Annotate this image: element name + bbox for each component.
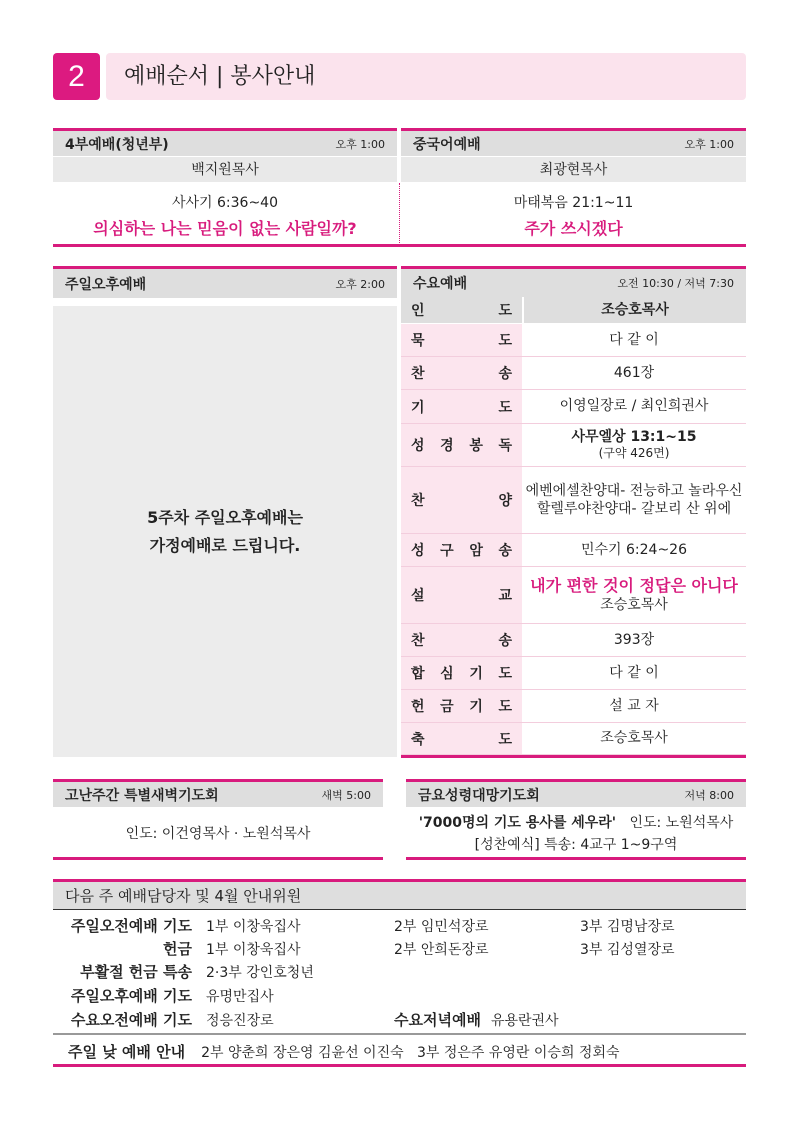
label-char: 성 <box>411 543 425 559</box>
section-title: 다음 주 예배담당자 및 4월 안내위원 <box>65 887 302 905</box>
label-char: 송 <box>498 543 512 559</box>
value-main: 다 같 이 <box>609 664 659 681</box>
service-name: 고난주간 특별새벽기도회 <box>65 787 219 804</box>
order-value <box>522 690 746 722</box>
label-char: 기 <box>469 699 483 715</box>
assignee: 3부 김명남장로 <box>580 918 675 935</box>
order-value <box>522 297 746 323</box>
assignee: 2부 안희돈장로 <box>394 941 489 958</box>
service-name: 4부예배(청년부) <box>65 136 169 153</box>
theme: '7000명의 기도 용사를 세우라' <box>418 815 617 831</box>
youth-service <box>53 128 397 239</box>
label-char: 축 <box>411 731 425 748</box>
order-row <box>401 324 746 357</box>
assignment-label: 부활절 헌금 특송 <box>80 963 192 981</box>
value-main: 사무엘상 13:1~15 <box>571 429 697 446</box>
order-value <box>522 534 746 566</box>
divider <box>53 1064 746 1067</box>
leader: 인도: 노원석목사 <box>629 815 734 831</box>
label-char: 찬 <box>411 493 425 509</box>
label-char: 봉 <box>469 438 483 454</box>
section-number: 2 <box>53 53 100 100</box>
divider <box>53 244 746 247</box>
order-value <box>522 723 746 754</box>
preacher: 최광현목사 <box>401 156 746 182</box>
notice-line: 가정예배로 드립니다. <box>149 535 301 555</box>
service-name: 금요성령대망기도회 <box>418 787 540 804</box>
label-char: 설 <box>411 588 425 604</box>
label-char: 교 <box>498 588 512 604</box>
assignment-row <box>68 961 394 982</box>
wednesday-service <box>401 266 746 297</box>
assignee: 1부 이창욱집사 <box>206 941 301 958</box>
scripture: 사사기 6:36~40 <box>171 195 278 211</box>
value-main: 393장 <box>613 631 655 648</box>
page-title: 예배순서 | 봉사안내 <box>106 53 746 100</box>
label-char: 도 <box>498 303 512 319</box>
label-char: 인 <box>411 303 425 319</box>
order-row <box>401 567 746 624</box>
order-value <box>522 567 746 623</box>
service-time: 오후 1:00 <box>684 137 734 151</box>
order-value <box>522 657 746 689</box>
order-label <box>401 567 522 623</box>
order-row <box>401 690 746 723</box>
label-char: 도 <box>498 731 512 748</box>
label-char: 심 <box>440 666 454 682</box>
order-label <box>401 424 522 466</box>
order-row <box>401 424 746 467</box>
order-value <box>522 624 746 656</box>
label-char: 기 <box>411 399 425 416</box>
divider <box>401 755 746 758</box>
order-row <box>401 467 746 534</box>
service-name: 수요예배 <box>413 276 468 292</box>
order-value <box>522 390 746 423</box>
assignment-label: 주일오후예배 기도 <box>70 987 192 1005</box>
assignment-row <box>68 915 675 936</box>
order-label <box>401 297 522 323</box>
order-row <box>401 624 746 657</box>
order-row <box>401 723 746 755</box>
chinese-service <box>401 128 746 239</box>
preacher: 백지원목사 <box>53 156 397 182</box>
service-name: 주일오후예배 <box>65 276 147 293</box>
label-char: 구 <box>440 543 454 559</box>
assignee: 2부 임민석장로 <box>394 918 489 935</box>
assignee: 2·3부 강인호청년 <box>206 964 314 981</box>
service-time: 오후 2:00 <box>335 277 385 291</box>
special: [성찬예식] 특송: 4교구 1~9구역 <box>474 837 678 853</box>
value-main: 조승호목사 <box>601 301 669 318</box>
leaders: 인도: 이건영목사 · 노원석목사 <box>125 826 311 842</box>
assignment-row <box>68 985 394 1006</box>
service-name: 중국어예배 <box>413 136 481 153</box>
notice-line: 5주차 주일오후예배는 <box>147 508 303 528</box>
assignment-row <box>68 1009 559 1030</box>
order-label <box>401 390 522 423</box>
assignee: 유명만집사 <box>206 988 274 1005</box>
order-label <box>401 534 522 566</box>
ushers-label: 주일 낮 예배 안내 <box>68 1043 186 1061</box>
order-row <box>401 657 746 690</box>
assignment-label: 수요오전예배 기도 <box>70 1011 192 1029</box>
friday-prayer <box>406 779 746 860</box>
label-char: 경 <box>440 438 454 454</box>
label-char: 도 <box>498 666 512 682</box>
next-week <box>53 879 746 910</box>
dawn-prayer <box>53 779 383 860</box>
label-char: 도 <box>498 699 512 715</box>
order-label <box>401 324 522 356</box>
value-sub: 할렐루야찬양대- 갈보리 산 위에 <box>536 501 732 517</box>
order-value <box>522 324 746 356</box>
value-main: 다 같 이 <box>609 331 659 348</box>
value-main: 설 교 자 <box>609 697 659 714</box>
order-value <box>522 357 746 389</box>
order-label <box>401 467 522 533</box>
label-char: 도 <box>498 333 512 349</box>
assignee: 정응진장로 <box>206 1012 274 1029</box>
order-label <box>401 657 522 689</box>
label-char: 송 <box>498 633 512 649</box>
sermon-title: 의심하는 나는 믿음이 없는 사람일까? <box>93 219 357 238</box>
sermon-title: 주가 쓰시겠다 <box>524 219 623 238</box>
service-time: 오후 1:00 <box>335 137 385 151</box>
value-main: 461장 <box>613 364 655 381</box>
label-char: 송 <box>498 366 512 382</box>
order-value <box>522 467 746 533</box>
ushers: 2부 양춘희 장은영 김윤선 이진숙 3부 정은주 유영란 이승희 정회숙 <box>201 1044 620 1061</box>
order-label <box>401 357 522 389</box>
label-char: 묵 <box>411 333 425 349</box>
value-main: 에벤에셀찬양대- 전능하고 놀라우신 <box>525 482 743 499</box>
value-main: 조승호목사 <box>600 730 668 747</box>
label-char: 도 <box>498 399 512 416</box>
service-time: 저녁 8:00 <box>684 788 734 802</box>
label-char: 합 <box>411 666 425 682</box>
service-time: 오전 10:30 / 저녁 7:30 <box>617 277 734 290</box>
assignee: 3부 김성열장로 <box>580 941 675 958</box>
divider <box>53 1033 746 1035</box>
value-sub: (구약 426면) <box>598 446 670 461</box>
label-char: 찬 <box>411 633 425 649</box>
label-char: 헌 <box>411 699 425 715</box>
assignment-row <box>68 938 675 959</box>
assignment-label: 수요저녁예배 <box>394 1011 481 1029</box>
afternoon-service <box>53 266 397 757</box>
service-time: 새벽 5:00 <box>321 788 371 802</box>
order-row <box>401 534 746 567</box>
ushers-row <box>68 1041 620 1062</box>
order-value <box>522 424 746 466</box>
label-char: 양 <box>498 493 512 509</box>
order-label <box>401 624 522 656</box>
value-main: 내가 편한 것이 정답은 아니다 <box>530 575 738 595</box>
order-row <box>401 390 746 424</box>
label-char: 암 <box>469 543 483 559</box>
value-main: 이영일장로 / 최인희권사 <box>559 398 709 415</box>
label-char: 성 <box>411 438 425 454</box>
scripture: 마태복음 21:1~11 <box>513 195 634 211</box>
assignee: 1부 이창욱집사 <box>206 918 301 935</box>
order-label <box>401 690 522 722</box>
assignment-label: 주일오전예배 기도 <box>70 917 192 935</box>
value-sub: 조승호목사 <box>600 597 668 614</box>
assignment-label: 헌금 <box>163 940 192 958</box>
label-char: 기 <box>469 666 483 682</box>
order-row <box>401 357 746 390</box>
label-char: 찬 <box>411 366 425 382</box>
order-row <box>401 297 746 323</box>
divider <box>399 183 400 243</box>
label-char: 금 <box>440 699 454 715</box>
assignee: 유용란권사 <box>490 1012 559 1029</box>
label-char: 독 <box>498 438 512 454</box>
order-label <box>401 723 522 754</box>
value-main: 민수기 6:24~26 <box>580 541 687 558</box>
